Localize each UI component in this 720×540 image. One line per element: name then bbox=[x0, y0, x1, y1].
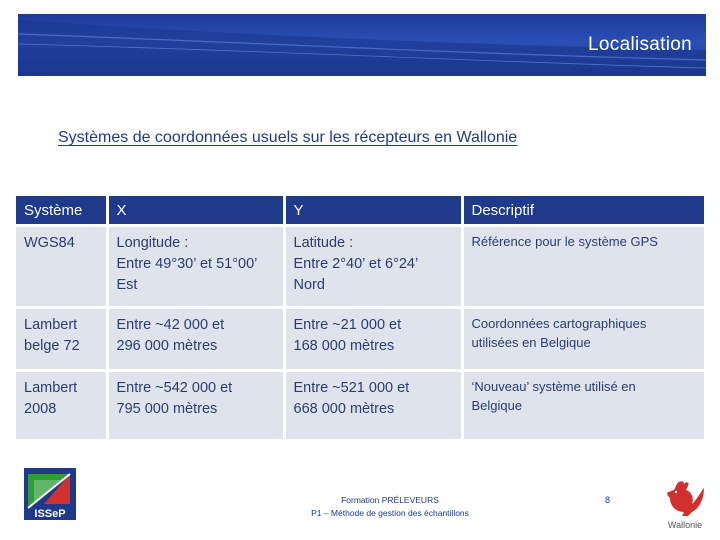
table-header-row bbox=[16, 196, 704, 226]
cell-line: Entre ~42 000 et bbox=[116, 317, 225, 333]
cell-line: Entre 2°40’ et 6°24’ bbox=[293, 256, 419, 273]
cell-line: Coordonnées cartographiques bbox=[471, 316, 647, 331]
cell-line: belge 72 bbox=[24, 338, 80, 355]
cell-y bbox=[284, 308, 462, 371]
cell-x bbox=[107, 308, 284, 371]
cell-line: 668 000 mètres bbox=[293, 401, 395, 418]
header-y: Y bbox=[284, 196, 462, 226]
cell-x bbox=[107, 226, 284, 308]
cell-x bbox=[107, 371, 284, 441]
cell-line: Longitude : bbox=[116, 235, 189, 251]
cell-system bbox=[16, 226, 107, 308]
cell-line: 296 000 mètres bbox=[116, 338, 218, 355]
header-x: X bbox=[107, 196, 284, 226]
footer bbox=[292, 494, 488, 520]
cell-line: Entre ~542 000 et bbox=[116, 380, 233, 396]
cell-line: Latitude : bbox=[293, 235, 354, 251]
slide-subtitle: Systèmes de coordonnées usuels sur les récepteurs en Wallonie bbox=[58, 129, 518, 146]
cell-line: Est bbox=[116, 277, 138, 294]
table-row bbox=[16, 371, 704, 441]
cell-line: ‘Nouveau’ système utilisé en bbox=[471, 379, 636, 394]
coordinates-table bbox=[16, 196, 704, 442]
cell-y bbox=[284, 371, 462, 441]
cell-line: Lambert bbox=[24, 380, 78, 396]
table-row bbox=[16, 226, 704, 308]
cell-line: 2008 bbox=[24, 401, 57, 418]
cell-line: Entre ~21 000 et bbox=[293, 317, 402, 333]
header-descriptif: Descriptif bbox=[462, 196, 704, 226]
header-banner bbox=[18, 14, 706, 76]
cell-y bbox=[284, 226, 462, 308]
cell-line: Nord bbox=[293, 277, 325, 294]
table-row bbox=[16, 308, 704, 371]
cell-line: Entre ~521 000 et bbox=[293, 380, 410, 396]
cell-descriptif bbox=[462, 371, 704, 441]
page-number: 8 bbox=[605, 495, 611, 505]
wallonie-rooster-icon bbox=[662, 478, 706, 518]
footer-module: P1 – Méthode de gestion des échantillons bbox=[311, 508, 469, 518]
wallonie-logo-text: Wallonie bbox=[667, 520, 703, 530]
cell-line: 168 000 mètres bbox=[293, 338, 395, 355]
header-system: Système bbox=[16, 196, 107, 226]
cell-line: 795 000 mètres bbox=[116, 401, 218, 418]
cell-line: utilisées en Belgique bbox=[471, 334, 591, 350]
cell-system bbox=[16, 371, 107, 441]
cell-line: Lambert bbox=[24, 317, 78, 333]
cell-descriptif bbox=[462, 308, 704, 371]
issep-logo-text: ISSeP bbox=[34, 508, 66, 520]
cell-line: Belgique bbox=[471, 397, 523, 413]
slide-title: Localisation bbox=[588, 34, 692, 55]
cell-line: Référence pour le système GPS bbox=[471, 234, 658, 249]
footer-course: Formation PRÉLEVEURS bbox=[341, 495, 439, 505]
cell-system bbox=[16, 308, 107, 371]
cell-line: WGS84 bbox=[24, 235, 75, 251]
cell-descriptif bbox=[462, 226, 704, 308]
cell-line: Entre 49°30’ et 51°00’ bbox=[116, 256, 258, 273]
issep-logo bbox=[24, 468, 76, 520]
